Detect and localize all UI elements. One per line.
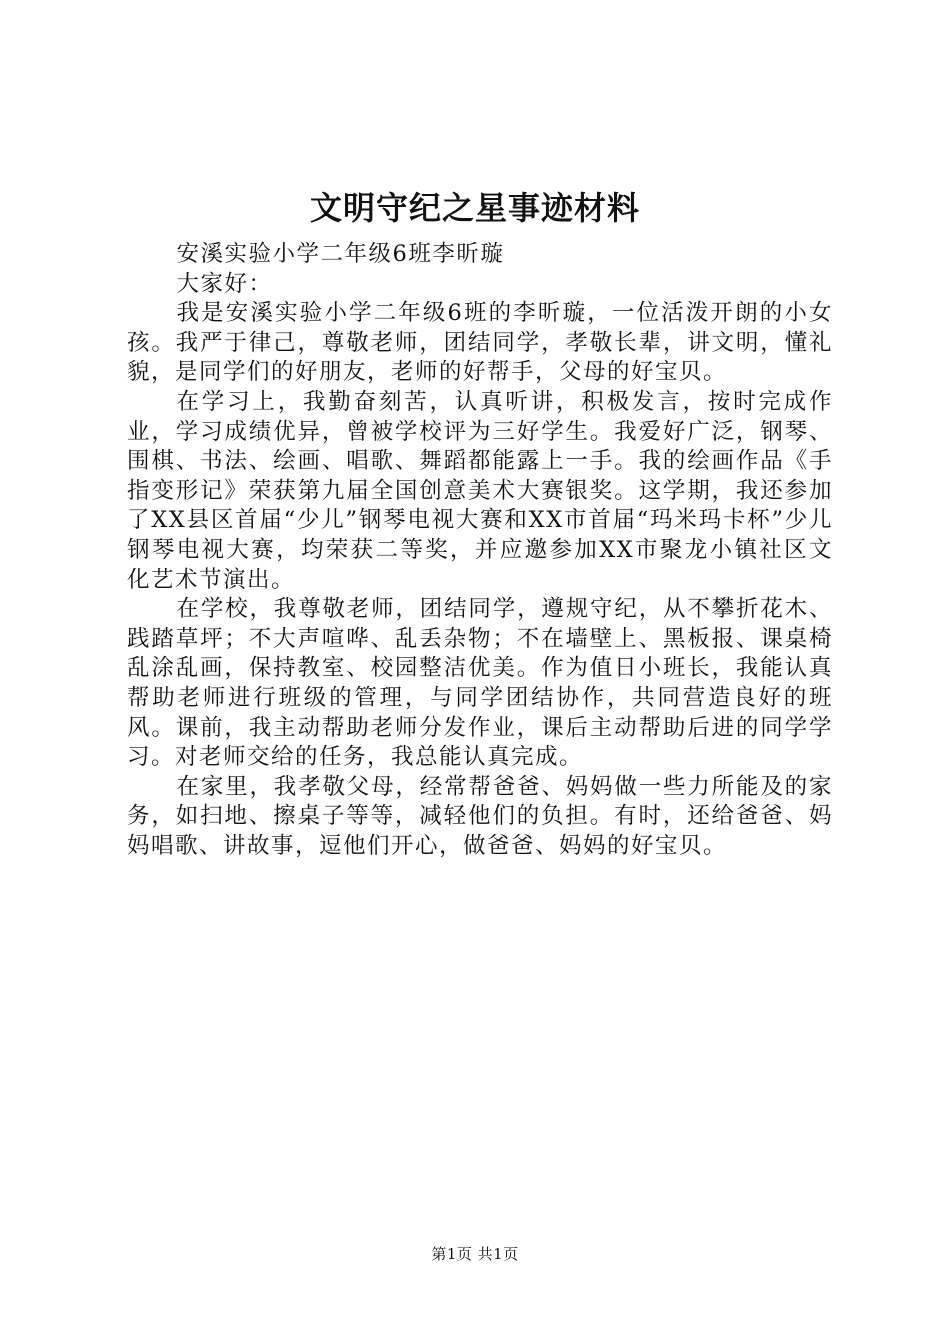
page-footer: 第1页 共1页 [431,1245,519,1263]
paragraph: 在学校，我尊敬老师，团结同学，遵规守纪，从不攀折花木、践踏草坪；不大声喧哗、乱丢杂物；不在墙壁上、黑板报、课桌椅乱涂乱画，保持教室、校园整洁优美。作为值日小班长，我能认真帮助老师进行班级的管理，与同学团结协作，共同营造良好的班风。课前，我主动帮助老师分发作业，课后主动帮助后进的同学学习。对老师交给的任务，我总能认真完成。 [127,596,833,771]
greeting: 大家好： [176,270,273,297]
document-body [127,240,833,861]
page-title: 文明守纪之星事迹材料 [309,189,640,227]
paragraph: 在家里，我孝敬父母，经常帮爸爸、妈妈做一些力所能及的家务，如扫地、擦桌子等等，减轻他们的负担。有时，还给爸爸、妈妈唱歌、讲故事，逗他们开心，做爸爸、妈妈的好宝贝。 [127,773,833,859]
byline: 安溪实验小学二年级6班李昕璇 [176,241,505,267]
paragraph: 我是安溪实验小学二年级6班的李昕璇，一位活泼开朗的小女孩。我严于律己，尊敬老师，团结同学，孝敬长辈，讲文明，懂礼貌，是同学们的好朋友，老师的好帮手，父母的好宝贝。 [127,300,833,386]
paragraph: 在学习上，我勤奋刻苦，认真听讲，积极发言，按时完成作业，学习成绩优异，曾被学校评为三好学生。我爱好广泛，钢琴、围棋、书法、绘画、唱歌、舞蹈都能露上一手。我的绘画作品《手指变形记》荣获第九届全国创意美术大赛银奖。这学期，我还参加了XX县区首届“少儿”钢琴电视大赛和XX市首届“玛米玛卡杯”少儿钢琴电视大赛，均荣获二等奖，并应邀参加XX市聚龙小镇社区文化艺术节演出。 [127,388,833,593]
